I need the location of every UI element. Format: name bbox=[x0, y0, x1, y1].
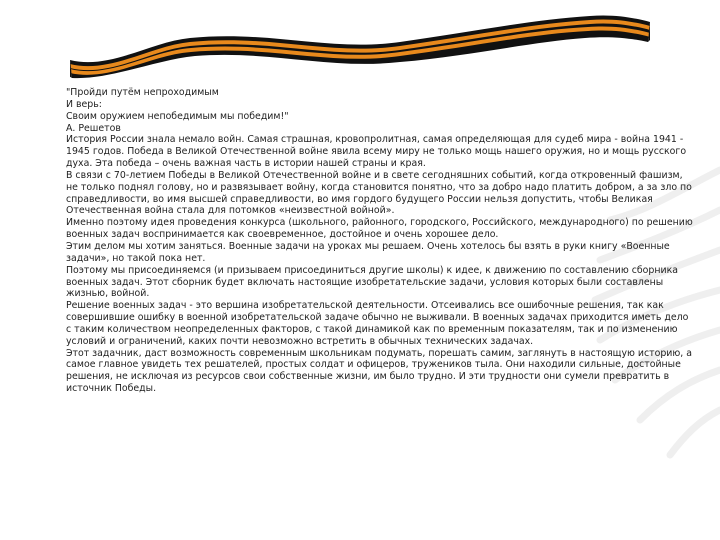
epigraph-line: И верь: bbox=[66, 98, 102, 110]
epigraph-line: "Пройди путём непроходимым bbox=[66, 87, 219, 98]
epigraph-line: Своим оружием непобедимым мы победим!" bbox=[66, 110, 289, 122]
epigraph-author: А. Решетов bbox=[66, 122, 121, 134]
st-george-ribbon bbox=[70, 12, 650, 80]
paragraph: Именно поэтому идея проведения конкурса (школьного, районного, городского, Российского, международного) по решению военных задач воспринимается как своевременное, достойное и очень хорошее дело. bbox=[66, 217, 693, 241]
paragraph: В связи с 70-летием Победы в Великой Отечественной войне и в свете сегодняшних событий, когда откровенный фашизм, не только поднял голову, но и развязывает войну, когда становится понятно, что за добро надо платить добром, а за зло по справедливости, во имя высшей справедливости, во имя гордого будущего России нельзя допустить, чтобы Великая Отечественная война стала для потомков «неизвестной войной». bbox=[66, 169, 692, 217]
paragraph: Этим делом мы хотим заняться. Военные задачи на уроках мы решаем. Очень хотелось бы взять в руки книгу «Военные задачи», но такой пока нет. bbox=[66, 240, 670, 264]
paragraph: Этот задачник, даст возможность современным школьникам подумать, порешать самим, заглянуть в настоящую историю, а самое главное увидеть тех решателей, простых солдат и офицеров, тружеников тыла. Они находили сильные, достойные решения, не исключая из ресурсов свои собственные жизни, им было трудно. И эти трудности они сумели превратить в источник Победы. bbox=[66, 347, 692, 395]
article-text bbox=[66, 87, 696, 395]
paragraph: Поэтому мы присоединяемся (и призываем присоединиться другие школы) к идее, к движению по составлению сборника военных задач. Этот сборник будет включать настоящие изобретательские задачи, условия которых были составлены жизнью, войной. bbox=[66, 264, 678, 300]
paragraph: Решение военных задач - это вершина изобретательской деятельности. Отсеивались все ошибочные решения, так как совершившие ошибку в военной изобретательской задаче обычно не выживали. В военных задачах приходится иметь дело с таким количеством неопределенных факторов, с такой динамикой как по временным показателям, так и по изменению условий и ограничений, каких почти невозможно встретить в обычных технических задачах. bbox=[66, 300, 689, 347]
paragraph: История России знала немало войн. Самая страшная, кровопролитная, самая определяющая для судеб мира - война 1941 - 1945 годов. Победа в Великой Отечественной войне явила всему миру не только мощь нашего оружия, но и мощь русского духа. Эта победа – очень важная часть в истории нашей страны и края. bbox=[66, 134, 687, 170]
